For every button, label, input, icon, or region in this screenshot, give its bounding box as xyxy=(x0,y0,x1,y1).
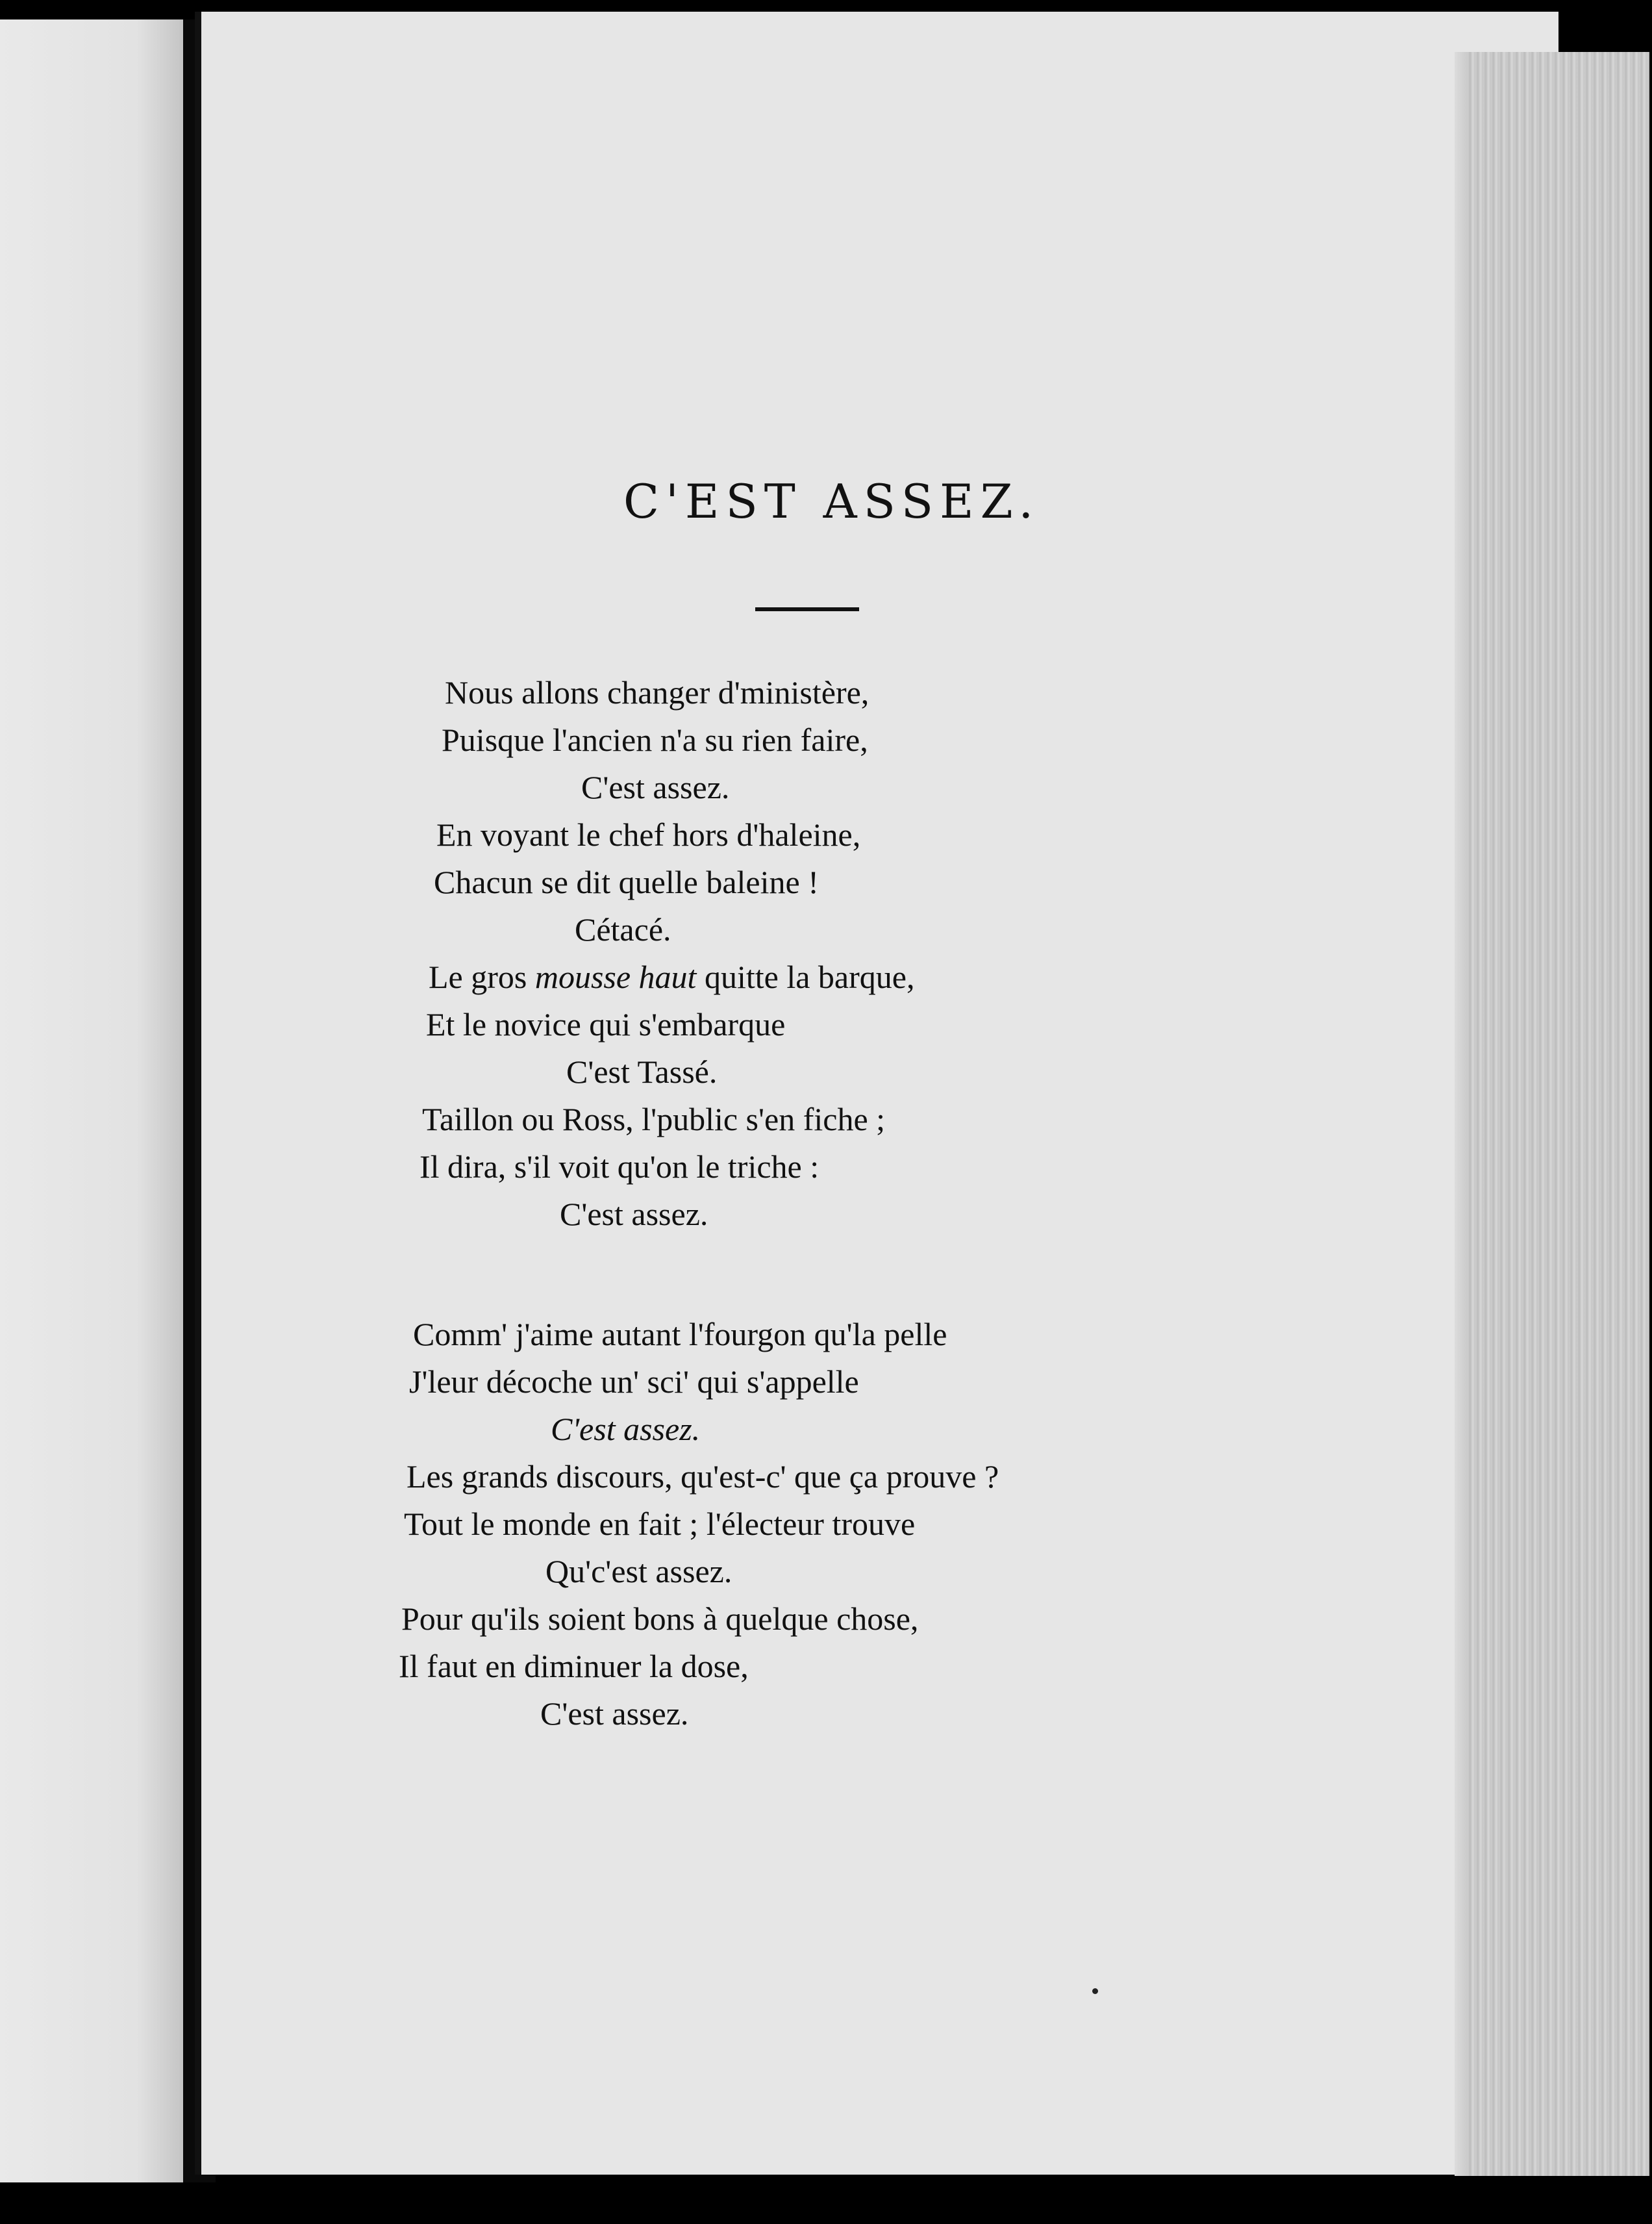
poem-line xyxy=(429,958,914,996)
poem-refrain: C'est assez. xyxy=(581,769,730,805)
poem-line: En voyant le chef hors d'haleine, xyxy=(436,816,861,853)
line-text: Le gros xyxy=(429,959,535,995)
book-page xyxy=(195,12,1558,2175)
poem-refrain: Qu'c'est assez. xyxy=(545,1553,732,1589)
poem-line: Pour qu'ils soient bons à quelque chose, xyxy=(401,1600,919,1637)
poem-line: Nous allons changer d'ministère, xyxy=(445,674,870,711)
poem-refrain: C'est Tassé. xyxy=(566,1054,718,1090)
title-rule xyxy=(755,607,859,611)
poem-refrain: C'est assez. xyxy=(560,1196,708,1232)
italic-text: C'est assez. xyxy=(551,1411,701,1447)
poem-title: C'EST ASSEZ. xyxy=(623,474,1040,529)
poem-line: Et le novice qui s'embarque xyxy=(426,1006,786,1042)
poem-line: J'leur décoche un' sci' qui s'appelle xyxy=(409,1363,859,1400)
poem-line: Il faut en diminuer la dose, xyxy=(399,1648,749,1684)
ink-speck xyxy=(1092,1988,1098,1994)
poem-line: Puisque l'ancien n'a su rien faire, xyxy=(442,722,868,758)
poem-refrain: C'est assez. xyxy=(540,1695,689,1732)
poem-line: Comm' j'aime autant l'fourgon qu'la pelle xyxy=(413,1316,947,1352)
poem-line: Taillon ou Ross, l'public s'en fiche ; xyxy=(422,1101,886,1137)
poem-line: Les grands discours, qu'est-c' que ça prouve ? xyxy=(407,1458,999,1495)
poem-line: Il dira, s'il voit qu'on le triche : xyxy=(419,1148,820,1185)
poem-refrain xyxy=(551,1410,700,1448)
poem-refrain: Cétacé. xyxy=(575,911,671,948)
left-page xyxy=(0,19,195,2182)
page-edges xyxy=(1468,52,1649,2176)
poem-line: Chacun se dit quelle baleine ! xyxy=(434,864,819,900)
italic-text: mousse haut xyxy=(534,959,697,995)
line-text: quitte la barque, xyxy=(696,959,915,995)
poem-line: Tout le monde en fait ; l'électeur trouve xyxy=(404,1506,916,1542)
